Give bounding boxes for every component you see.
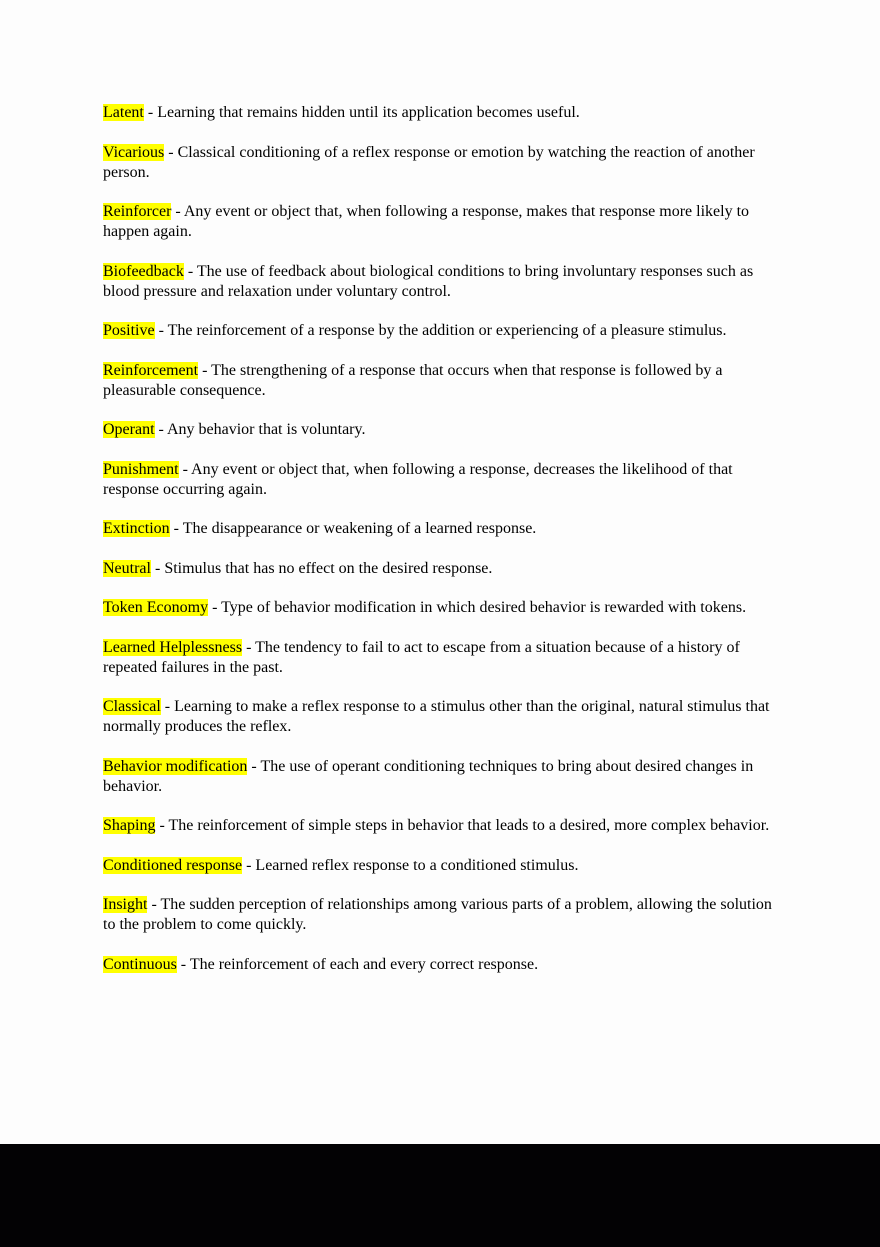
highlighted-term: Positive — [103, 322, 155, 339]
glossary-entry-biofeedback — [103, 262, 783, 302]
highlighted-term: Conditioned response — [103, 856, 243, 874]
definition: - The reinforcement of a response by the addition or experiencing of a pleasure stimulus. — [154, 322, 727, 339]
definition: - Any event or object that, when following a response, makes that response more likely to happen again. — [103, 203, 750, 240]
glossary-entry-insight — [103, 895, 783, 935]
highlighted-term: Reinforcer — [103, 203, 172, 220]
definition: - The sudden perception of relationships among various parts of a problem, allowing the solution to the problem to come quickly. — [103, 896, 772, 933]
glossary-entry-token-economy — [103, 598, 783, 618]
glossary-entry-operant — [103, 420, 783, 440]
definition: - Stimulus that has no effect on the desired response. — [150, 559, 493, 577]
glossary-entry-extinction — [103, 519, 783, 539]
highlighted-term: Extinction — [103, 520, 170, 537]
definition: - Learning to make a reflex response to a stimulus other than the original, natural stimulus that normally produces the reflex. — [103, 698, 770, 735]
highlighted-term: Learned Helplessness — [103, 638, 243, 656]
highlighted-term: Operant — [103, 421, 155, 438]
highlighted-term: Classical — [103, 698, 161, 715]
definition: - The disappearance or weakening of a learned response. — [169, 520, 537, 537]
glossary-entry-neutral — [103, 559, 783, 579]
glossary-entry-classical — [103, 697, 783, 737]
highlighted-term: Vicarious — [103, 143, 165, 161]
glossary-entry-punishment — [103, 460, 783, 500]
highlighted-term: Latent — [103, 104, 144, 121]
definition: - The reinforcement of each and every correct response. — [176, 955, 539, 973]
highlighted-term: Punishment — [103, 460, 179, 478]
definition: - Any event or object that, when following a response, decreases the likelihood of that response occurring again. — [103, 460, 733, 498]
highlighted-term: Behavior modification — [103, 757, 248, 775]
highlighted-term: Shaping — [103, 817, 156, 834]
highlighted-term: Reinforcement — [103, 361, 199, 379]
glossary-entry-shaping — [103, 816, 783, 836]
definition: - Type of behavior modification in which desired behavior is rewarded with tokens. — [208, 599, 747, 616]
highlighted-term: Neutral — [103, 559, 151, 577]
glossary-entry-latent — [103, 103, 783, 123]
glossary-entry-vicarious — [103, 143, 783, 183]
highlighted-term: Biofeedback — [103, 262, 184, 280]
highlighted-term: Token Economy — [103, 599, 209, 616]
definition: - Any behavior that is voluntary. — [154, 421, 366, 438]
glossary-entry-behavior-modification — [103, 757, 783, 797]
highlighted-term: Insight — [103, 896, 148, 913]
glossary-list — [103, 103, 783, 994]
definition: - The tendency to fail to act to escape from a situation because of a history of repeated failures in the past. — [103, 638, 740, 676]
glossary-entry-continuous — [103, 955, 783, 975]
definition: - The strengthening of a response that occurs when that response is followed by a pleasurable consequence. — [103, 361, 723, 399]
definition: - Learning that remains hidden until its application becomes useful. — [143, 104, 580, 121]
glossary-entry-reinforcement — [103, 361, 783, 401]
glossary-entry-reinforcer — [103, 202, 783, 242]
definition: - Learned reflex response to a conditioned stimulus. — [242, 856, 579, 874]
definition: - The reinforcement of simple steps in behavior that leads to a desired, more complex behavior. — [155, 817, 770, 834]
glossary-entry-learned-helplessness — [103, 638, 783, 678]
highlighted-term: Continuous — [103, 955, 177, 973]
definition: - Classical conditioning of a reflex response or emotion by watching the reaction of another person. — [103, 143, 755, 181]
glossary-entry-positive — [103, 321, 783, 341]
definition: - The use of operant conditioning techniques to bring about desired changes in behavior. — [103, 757, 754, 795]
glossary-entry-conditioned-response — [103, 856, 783, 876]
definition: - The use of feedback about biological conditions to bring involuntary responses such as blood pressure and relaxation under voluntary control. — [103, 262, 754, 300]
